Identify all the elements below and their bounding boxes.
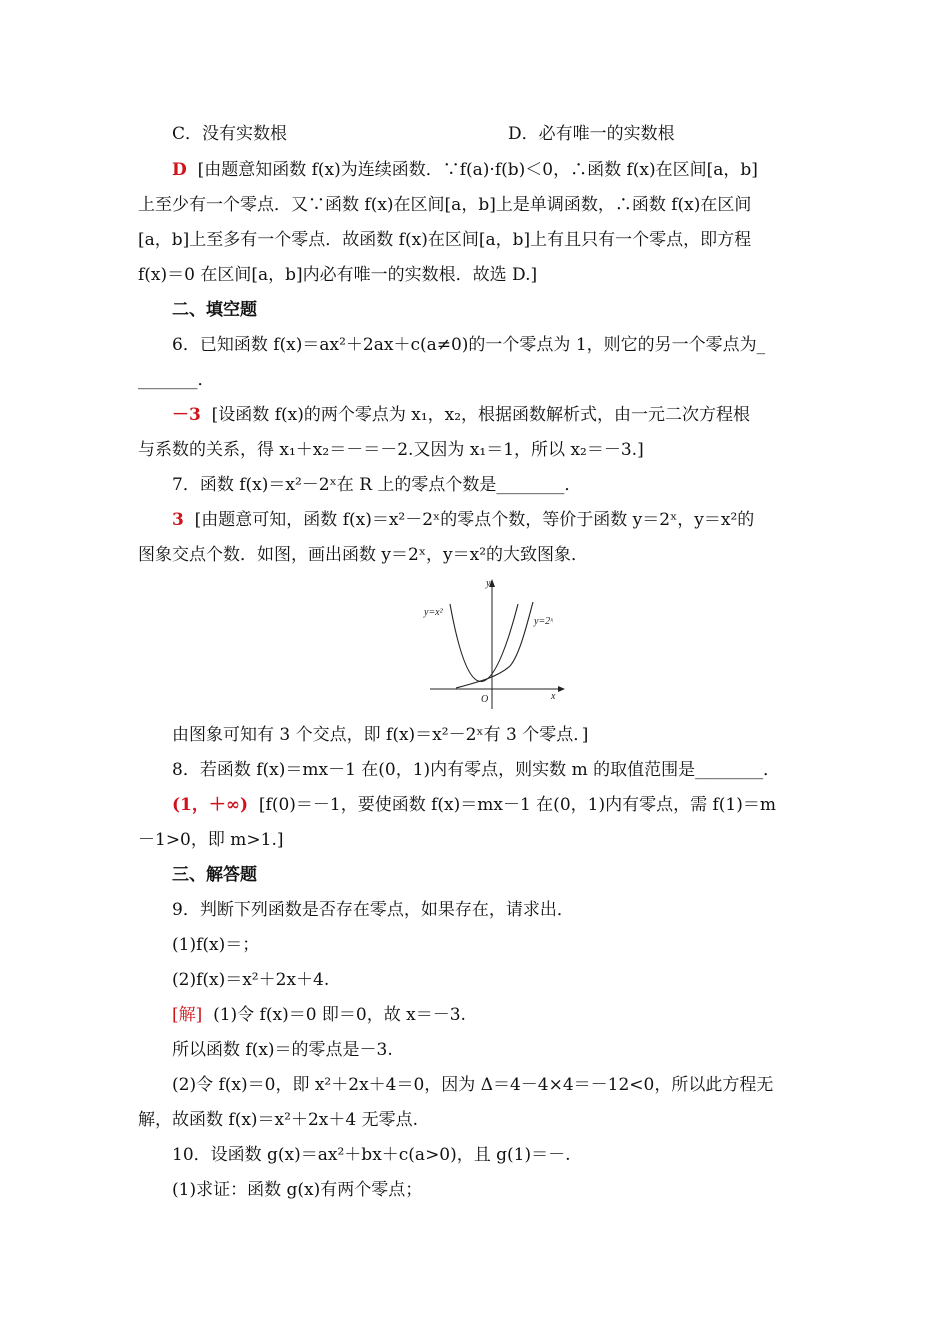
answer-q7-line [172,508,818,532]
section-solution: 三、解答题 [172,865,257,885]
section-fill-blank: 二、填空题 [172,300,257,320]
answer-q8: (1，＋∞) [172,795,249,815]
explanation-q6-2: 与系数的关系，得 x₁＋x₂＝－＝－2.又因为 x₁＝1，所以 x₂＝－3.] [138,440,644,460]
exponential-curve [456,602,533,688]
function-graph [420,574,568,710]
explanation-q7-1: [由题意可知，函数 f(x)＝x²－2ˣ的零点个数，等价于函数 y＝2ˣ，y＝x²的 [194,510,755,530]
answer-q5: D [172,160,187,180]
question-10: 10．设函数 g(x)＝ax²＋bx＋c(a>0)，且 g(1)＝－. [172,1145,571,1165]
explanation-q8-1: [f(0)＝－1，要使函数 f(x)＝mx－1 在(0，1)内有零点，需 f(1)＝m [258,795,776,815]
curve-label-exponential: y=2ˣ [534,616,554,627]
option-d: D．必有唯一的实数根 [508,124,675,144]
answer-q7: 3 [172,510,184,530]
x-axis-arrow [558,686,565,692]
explanation-q5-3: [a，b]上至多有一个零点．故函数 f(x)在区间[a，b]上有且只有一个零点，即方程 [138,230,752,250]
curve-label-parabola: y=x² [424,607,443,618]
explanation-q7-2: 图象交点个数．如图，画出函数 y＝2ˣ，y＝x²的大致图象． [138,545,589,565]
graph-conclusion: 由图象可知有 3 个交点，即 f(x)＝x²－2ˣ有 3 个零点．] [172,725,589,745]
answer-q5-line [172,158,818,182]
question-6-blank: _______． [138,370,215,390]
explanation-q5-4: f(x)＝0 在区间[a，b]内必有唯一的实数根．故选 D.] [138,265,538,285]
question-9: 9．判断下列函数是否存在零点，如果存在，请求出． [172,900,574,920]
origin-label: O [481,694,489,705]
explanation-q5-1: [由题意知函数 f(x)为连续函数．∵f(a)·f(b)＜0，∴函数 f(x)在区间[a，b] [197,160,758,180]
answer-q6-line [172,403,818,427]
explanation-q6-1: [设函数 f(x)的两个零点为 x₁，x₂，根据函数解析式，由一元二次方程根 [211,405,751,425]
question-6: 6．已知函数 f(x)＝ax²＋2ax＋c(a≠0)的一个零点为 1，则它的另一个零点为_ [172,335,766,355]
answer-q8-line [172,793,818,817]
question-10-part-1: (1)求证：函数 g(x)有两个零点； [172,1180,423,1200]
question-9-part-1: (1)f(x)＝； [172,935,260,955]
solution-q9-4: 解，故函数 f(x)＝x²＋2x＋4 无零点. [138,1110,418,1130]
solution-q9-line [172,1003,818,1027]
solution-q9-2: 所以函数 f(x)＝的零点是－3. [172,1040,393,1060]
solution-tag: [解] [172,1005,203,1025]
explanation-q5-2: 上至少有一个零点．又∵函数 f(x)在区间[a，b]上是单调函数，∴函数 f(x)在区间 [138,195,752,215]
solution-q9-3: (2)令 f(x)＝0，即 x²＋2x＋4＝0，因为 Δ＝4－4×4＝－12<0，所以此方程无 [172,1075,774,1095]
x-axis-label: x [551,691,556,702]
explanation-q8-2: －1>0，即 m>1.] [138,830,284,850]
answer-q6: －3 [172,405,201,425]
question-9-part-2: (2)f(x)＝x²＋2x＋4. [172,970,330,990]
question-8: 8．若函数 f(x)＝mx－1 在(0，1)内有零点，则实数 m 的取值范围是________． [172,760,781,780]
solution-q9-1: (1)令 f(x)＝0 即＝0，故 x＝－3. [213,1005,466,1025]
option-c: C．没有实数根 [172,124,288,144]
parabola-curve [450,604,518,682]
question-7: 7．函数 f(x)＝x²－2ˣ在 R 上的零点个数是________． [172,475,582,495]
y-axis-label: y [486,578,491,589]
